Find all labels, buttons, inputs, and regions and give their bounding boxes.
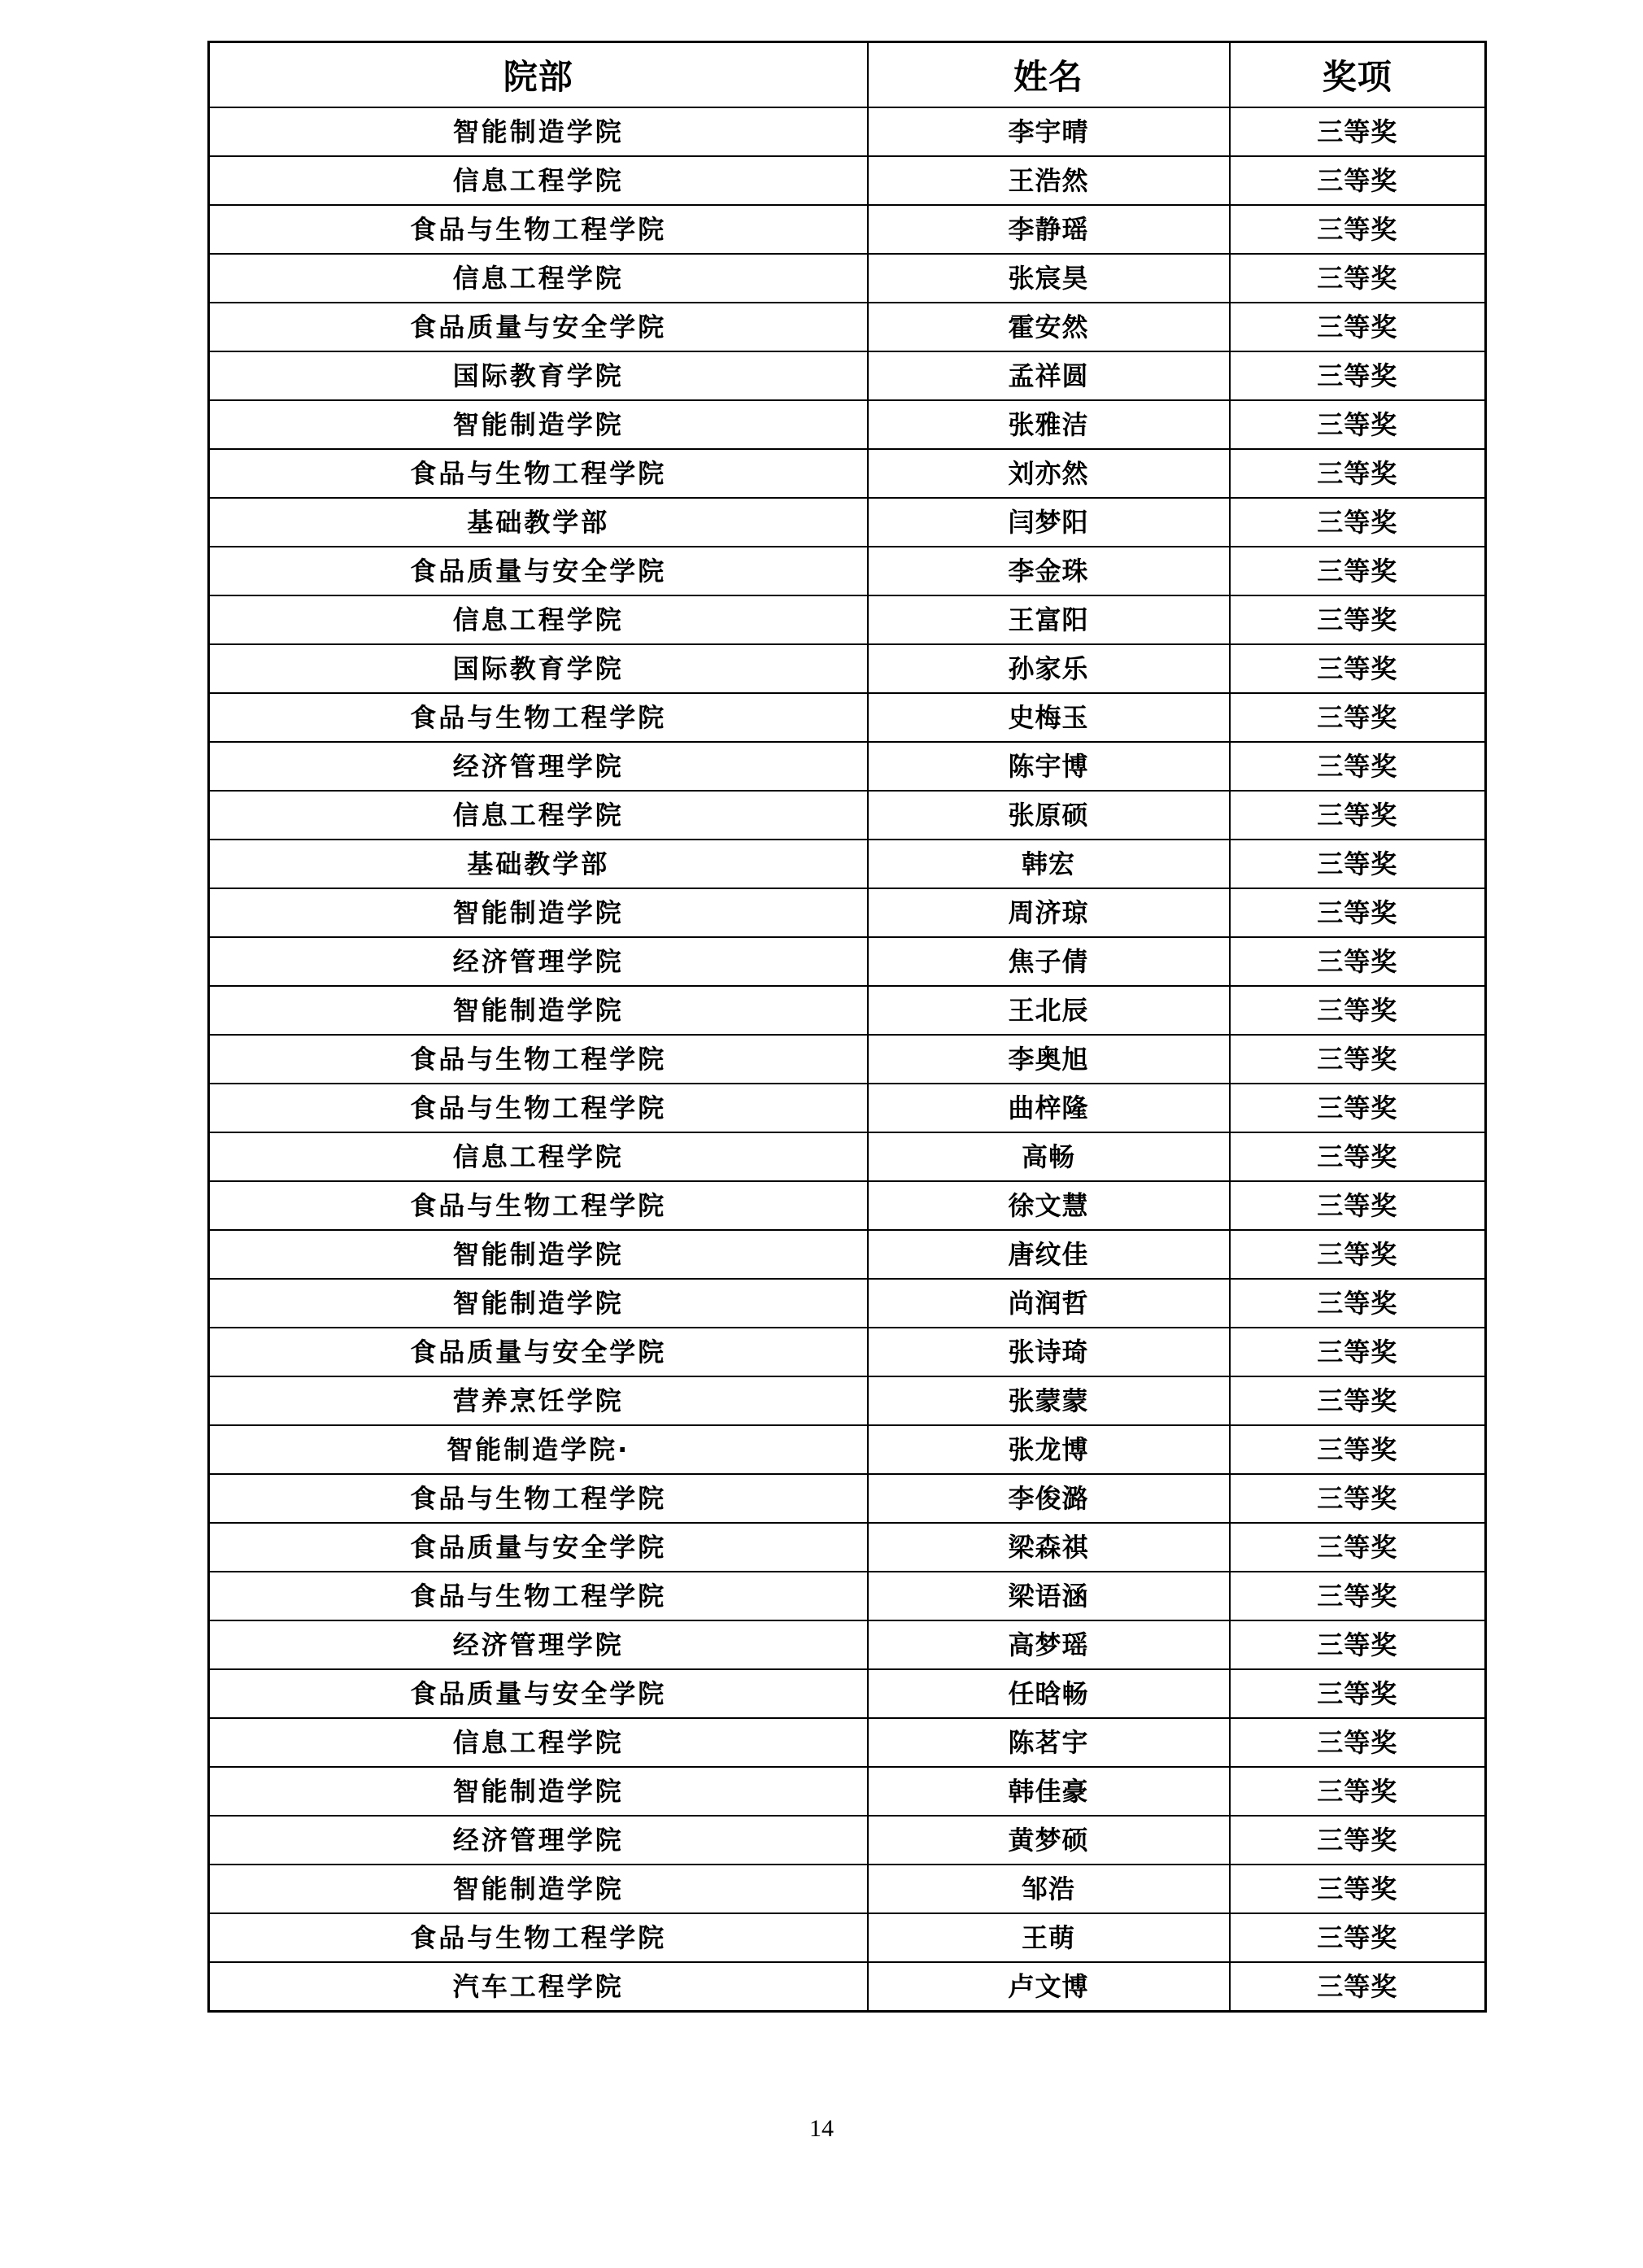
- table-row: [209, 1181, 1486, 1230]
- cell-department: 食品质量与安全学院: [209, 1328, 868, 1376]
- cell-name: 卢文博: [868, 1962, 1230, 2012]
- cell-name: 徐文慧: [868, 1181, 1230, 1230]
- cell-department: 食品与生物工程学院: [209, 449, 868, 498]
- cell-name: 梁语涵: [868, 1572, 1230, 1620]
- table-row: [209, 1328, 1486, 1376]
- table-row: [209, 1962, 1486, 2012]
- table-row: [209, 1865, 1486, 1913]
- cell-name: 高梦瑶: [868, 1620, 1230, 1669]
- table-row: [209, 986, 1486, 1035]
- cell-award: 三等奖: [1230, 742, 1486, 791]
- cell-award: 三等奖: [1230, 840, 1486, 888]
- cell-department: 信息工程学院: [209, 156, 868, 205]
- cell-name: 张雅洁: [868, 400, 1230, 449]
- cell-award: 三等奖: [1230, 1181, 1486, 1230]
- cell-name: 孙家乐: [868, 644, 1230, 693]
- cell-name: 刘亦然: [868, 449, 1230, 498]
- cell-award: 三等奖: [1230, 1376, 1486, 1425]
- cell-name: 曲梓隆: [868, 1084, 1230, 1132]
- cell-award: 三等奖: [1230, 1572, 1486, 1620]
- cell-department: 基础教学部: [209, 840, 868, 888]
- cell-department: 食品与生物工程学院: [209, 693, 868, 742]
- table-row: [209, 156, 1486, 205]
- table-row: [209, 303, 1486, 351]
- cell-department: 食品质量与安全学院: [209, 303, 868, 351]
- cell-award: 三等奖: [1230, 791, 1486, 840]
- table-row: [209, 1767, 1486, 1816]
- column-header-department: 院部: [209, 42, 868, 108]
- table-row: [209, 1035, 1486, 1084]
- table-row: [209, 1132, 1486, 1181]
- cell-award: 三等奖: [1230, 1913, 1486, 1962]
- cell-award: 三等奖: [1230, 1474, 1486, 1523]
- table-row: [209, 937, 1486, 986]
- cell-department: 食品与生物工程学院: [209, 205, 868, 254]
- cell-award: 三等奖: [1230, 1767, 1486, 1816]
- cell-award: 三等奖: [1230, 107, 1486, 156]
- cell-name: 王北辰: [868, 986, 1230, 1035]
- cell-name: 李金珠: [868, 547, 1230, 595]
- cell-award: 三等奖: [1230, 986, 1486, 1035]
- table-row: [209, 547, 1486, 595]
- cell-department: 智能制造学院: [209, 400, 868, 449]
- cell-award: 三等奖: [1230, 1328, 1486, 1376]
- table-body: [209, 107, 1486, 2012]
- table-row: [209, 693, 1486, 742]
- cell-name: 霍安然: [868, 303, 1230, 351]
- cell-award: 三等奖: [1230, 1132, 1486, 1181]
- cell-department: 智能制造学院: [209, 1230, 868, 1279]
- cell-department: 信息工程学院: [209, 254, 868, 303]
- cell-department: 经济管理学院: [209, 1620, 868, 1669]
- cell-name: 李俊潞: [868, 1474, 1230, 1523]
- cell-name: 张蒙蒙: [868, 1376, 1230, 1425]
- cell-department: 智能制造学院: [209, 888, 868, 937]
- cell-department: 信息工程学院: [209, 1132, 868, 1181]
- cell-award: 三等奖: [1230, 351, 1486, 400]
- table-row: [209, 1425, 1486, 1474]
- cell-department: 国际教育学院: [209, 644, 868, 693]
- cell-award: 三等奖: [1230, 1816, 1486, 1865]
- cell-award: 三等奖: [1230, 1620, 1486, 1669]
- cell-award: 三等奖: [1230, 156, 1486, 205]
- table-row: [209, 840, 1486, 888]
- cell-award: 三等奖: [1230, 1035, 1486, 1084]
- cell-award: 三等奖: [1230, 1718, 1486, 1767]
- cell-name: 张原硕: [868, 791, 1230, 840]
- cell-award: 三等奖: [1230, 693, 1486, 742]
- cell-award: 三等奖: [1230, 400, 1486, 449]
- cell-name: 任晗畅: [868, 1669, 1230, 1718]
- cell-award: 三等奖: [1230, 547, 1486, 595]
- cell-award: 三等奖: [1230, 1425, 1486, 1474]
- cell-department: 智能制造学院: [209, 1865, 868, 1913]
- cell-award: 三等奖: [1230, 1084, 1486, 1132]
- cell-department: 智能制造学院: [209, 107, 868, 156]
- cell-name: 闫梦阳: [868, 498, 1230, 547]
- table-row: [209, 1620, 1486, 1669]
- table-row: [209, 351, 1486, 400]
- award-list-table: [207, 41, 1487, 2013]
- cell-department: 经济管理学院: [209, 1816, 868, 1865]
- cell-name: 韩宏: [868, 840, 1230, 888]
- cell-department: 食品质量与安全学院: [209, 1669, 868, 1718]
- cell-department: 国际教育学院: [209, 351, 868, 400]
- cell-award: 三等奖: [1230, 1230, 1486, 1279]
- cell-name: 韩佳豪: [868, 1767, 1230, 1816]
- table-row: [209, 1816, 1486, 1865]
- table-row: [209, 1572, 1486, 1620]
- cell-department: 经济管理学院: [209, 742, 868, 791]
- table-row: [209, 1279, 1486, 1328]
- table-row: [209, 1718, 1486, 1767]
- cell-award: 三等奖: [1230, 205, 1486, 254]
- cell-name: 王富阳: [868, 595, 1230, 644]
- cell-department: 汽车工程学院: [209, 1962, 868, 2012]
- cell-department: 食品与生物工程学院: [209, 1913, 868, 1962]
- cell-name: 唐纹佳: [868, 1230, 1230, 1279]
- cell-department: 食品与生物工程学院: [209, 1084, 868, 1132]
- cell-name: 张诗琦: [868, 1328, 1230, 1376]
- table-row: [209, 742, 1486, 791]
- cell-name: 黄梦硕: [868, 1816, 1230, 1865]
- column-header-award: 奖项: [1230, 42, 1486, 108]
- cell-award: 三等奖: [1230, 1279, 1486, 1328]
- cell-award: 三等奖: [1230, 644, 1486, 693]
- table-row: [209, 1084, 1486, 1132]
- cell-name: 李宇晴: [868, 107, 1230, 156]
- table-row: [209, 644, 1486, 693]
- cell-award: 三等奖: [1230, 498, 1486, 547]
- table-row: [209, 254, 1486, 303]
- cell-name: 尚润哲: [868, 1279, 1230, 1328]
- cell-name: 陈宇博: [868, 742, 1230, 791]
- table-row: [209, 1913, 1486, 1962]
- table-row: [209, 1474, 1486, 1523]
- cell-department: 食品质量与安全学院: [209, 1523, 868, 1572]
- cell-name: 王萌: [868, 1913, 1230, 1962]
- cell-department: 信息工程学院: [209, 791, 868, 840]
- table-row: [209, 205, 1486, 254]
- cell-award: 三等奖: [1230, 254, 1486, 303]
- cell-name: 李静瑶: [868, 205, 1230, 254]
- cell-department: 食品质量与安全学院: [209, 547, 868, 595]
- cell-department: 食品与生物工程学院: [209, 1035, 868, 1084]
- cell-name: 陈茗宇: [868, 1718, 1230, 1767]
- cell-department: 智能制造学院: [209, 1279, 868, 1328]
- table-row: [209, 498, 1486, 547]
- cell-department: 信息工程学院: [209, 1718, 868, 1767]
- cell-department: 智能制造学院·: [209, 1425, 868, 1474]
- cell-department: 经济管理学院: [209, 937, 868, 986]
- table-row: [209, 1230, 1486, 1279]
- cell-name: 周济琼: [868, 888, 1230, 937]
- table-row: [209, 1376, 1486, 1425]
- page-number: 14: [809, 2115, 834, 2142]
- cell-name: 王浩然: [868, 156, 1230, 205]
- cell-department: 食品与生物工程学院: [209, 1181, 868, 1230]
- cell-department: 食品与生物工程学院: [209, 1572, 868, 1620]
- table-row: [209, 1523, 1486, 1572]
- cell-name: 孟祥圆: [868, 351, 1230, 400]
- cell-name: 李奥旭: [868, 1035, 1230, 1084]
- cell-award: 三等奖: [1230, 449, 1486, 498]
- cell-department: 营养烹饪学院: [209, 1376, 868, 1425]
- cell-award: 三等奖: [1230, 1962, 1486, 2012]
- table-row: [209, 595, 1486, 644]
- cell-award: 三等奖: [1230, 1669, 1486, 1718]
- cell-name: 邹浩: [868, 1865, 1230, 1913]
- table-row: [209, 449, 1486, 498]
- table-row: [209, 888, 1486, 937]
- column-header-name: 姓名: [868, 42, 1230, 108]
- cell-department: 基础教学部: [209, 498, 868, 547]
- cell-name: 梁森祺: [868, 1523, 1230, 1572]
- cell-name: 张龙博: [868, 1425, 1230, 1474]
- table-row: [209, 791, 1486, 840]
- cell-award: 三等奖: [1230, 937, 1486, 986]
- cell-department: 智能制造学院: [209, 1767, 868, 1816]
- cell-name: 史梅玉: [868, 693, 1230, 742]
- cell-award: 三等奖: [1230, 303, 1486, 351]
- cell-department: 智能制造学院: [209, 986, 868, 1035]
- table-row: [209, 400, 1486, 449]
- table-header-row: [209, 42, 1486, 108]
- cell-name: 焦子倩: [868, 937, 1230, 986]
- table-row: [209, 1669, 1486, 1718]
- table-row: [209, 107, 1486, 156]
- cell-award: 三等奖: [1230, 888, 1486, 937]
- cell-award: 三等奖: [1230, 1523, 1486, 1572]
- cell-department: 信息工程学院: [209, 595, 868, 644]
- table-header: [209, 42, 1486, 108]
- cell-name: 张宸昊: [868, 254, 1230, 303]
- cell-name: 高畅: [868, 1132, 1230, 1181]
- cell-award: 三等奖: [1230, 1865, 1486, 1913]
- cell-department: 食品与生物工程学院: [209, 1474, 868, 1523]
- cell-award: 三等奖: [1230, 595, 1486, 644]
